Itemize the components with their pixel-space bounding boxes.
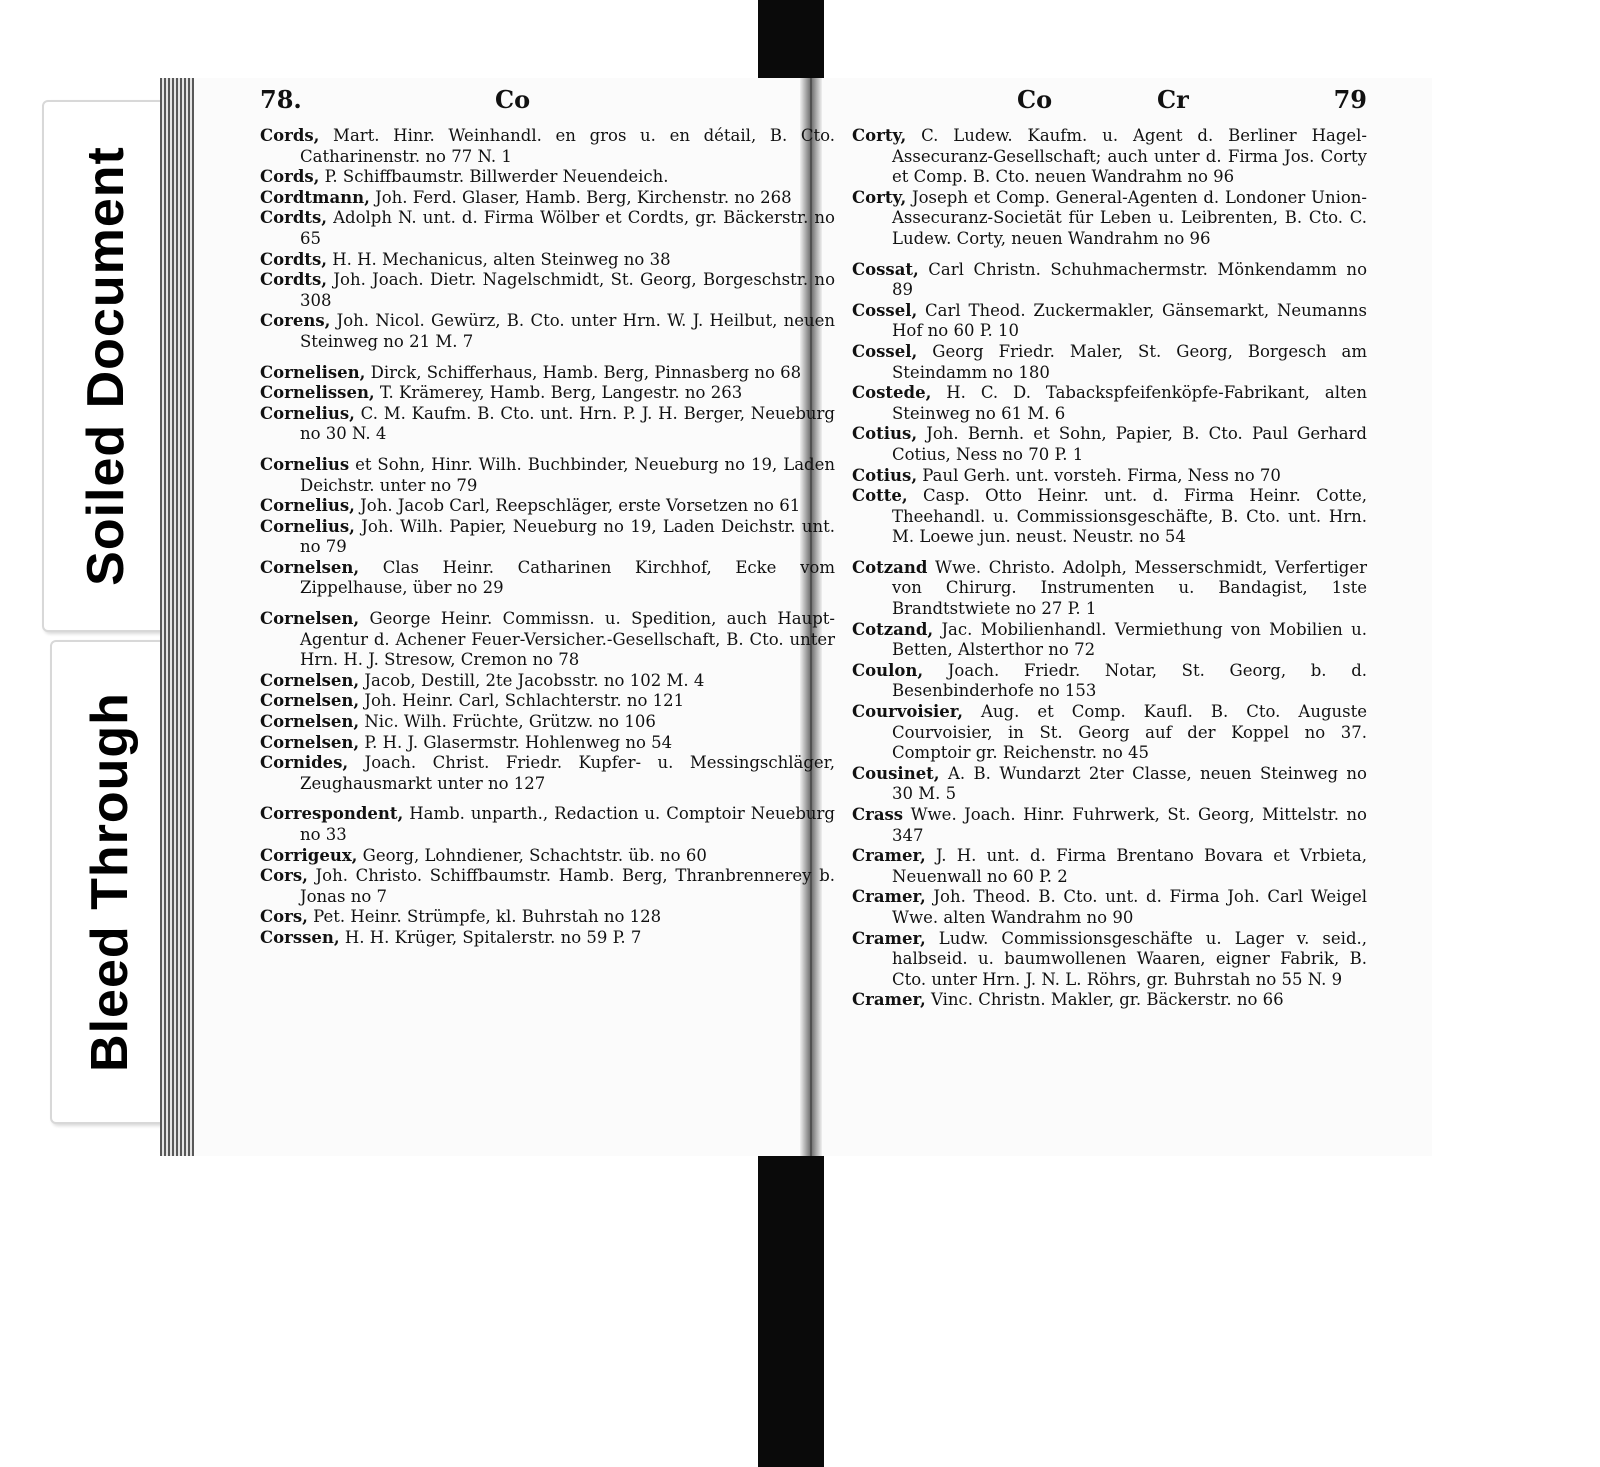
directory-entry [852,558,1367,620]
entry-details: Casp. Otto Heinr. unt. d. Firma Heinr. Cotte, Theehandl. u. Commissionsgeschäfte, B. Cto. unt. Hrn. M. Loewe jun. neust. Neustr. no 54 [892,486,1367,547]
directory-entry [260,804,835,845]
entry-details: Joh. Theod. B. Cto. unt. d. Firma Joh. Carl Weigel Wwe. alten Wandrahm no 90 [892,887,1367,927]
entry-details: Joh. Joach. Dietr. Nagelschmidt, St. Georg, Borgeschstr. no 308 [300,270,835,310]
directory-entry [852,188,1367,250]
entry-details: Aug. et Comp. Kaufl. B. Cto. Auguste Courvoisier, in St. Georg auf der Koppel no 37. Comptoir gr. Reichenstr. no 45 [892,702,1367,763]
entry-details: Georg, Lohndiener, Schachtstr. üb. no 60 [357,845,707,865]
directory-entry [260,455,835,496]
entry-name: Corssen, [260,927,340,947]
entry-name: Cousinet, [852,763,940,783]
entry-name: Cotte, [852,486,908,506]
left-page-section: Co [495,85,531,114]
entry-details: Jacob, Destill, 2te Jacobsstr. no 102 M. 4 [359,670,705,690]
entry-details: H. C. D. Tabackspfeifenköpfe-Fabrikant, alten Steinweg no 61 M. 6 [892,383,1367,423]
entry-name: Corrigeux, [260,845,358,865]
directory-entry [260,866,835,907]
directory-entry [852,764,1367,805]
entry-details: P. Schiffbaumstr. Billwerder Neuendeich. [319,167,669,187]
entry-details: H. H. Mechanicus, alten Steinweg no 38 [327,249,671,269]
entry-details: Joh. Ferd. Glaser, Hamb. Berg, Kirchenstr. no 268 [369,187,792,207]
directory-entry [852,929,1367,991]
directory-entry [260,691,835,712]
entry-name: Cornelsen, [260,732,360,752]
directory-entry [852,424,1367,465]
entry-name: Cornelsen, [260,557,360,577]
open-book [160,78,1432,1156]
entry-details: George Heinr. Commissn. u. Spedition, auch Haupt-Agentur d. Achener Feuer-Versicher.-Gesellschaft, B. Cto. unter Hrn. H. J. Stresow, Cremon no 78 [300,609,835,670]
entry-name: Cors, [260,907,308,927]
entry-name: Cords, [260,167,320,187]
directory-entry [260,404,835,445]
entry-name: Cornelsen, [260,670,360,690]
entry-details: Nic. Wilh. Früchte, Grützw. no 106 [359,712,656,732]
entry-details: Joach. Christ. Friedr. Kupfer- u. Messingschläger, Zeughausmarkt unter no 127 [300,753,835,793]
entry-name: Cornelissen, [260,383,375,403]
entry-name: Cornides, [260,753,349,773]
directory-entry [260,167,835,188]
entry-name: Cramer, [852,846,926,866]
directory-entry [260,846,835,867]
right-entry-list [852,126,1367,1011]
directory-entry [260,208,835,249]
directory-entry [260,753,835,794]
entry-name: Cornelius, [260,403,355,423]
entry-details: Paul Gerh. unt. vorsteh. Firma, Ness no 70 [917,465,1281,485]
entry-name: Cors, [260,866,308,886]
entry-name: Cotius, [852,424,918,444]
binding-strip-bottom [758,1150,824,1467]
entry-name: Cornelsen, [260,609,360,629]
directory-entry [852,620,1367,661]
right-page-header [852,78,1367,122]
directory-entry [260,311,835,352]
entry-name: Cossel, [852,300,918,320]
entry-name: Cordts, [260,249,328,269]
entry-details: P. H. J. Glasermstr. Hohlenweg no 54 [359,732,673,752]
entry-details: Wwe. Joach. Hinr. Fuhrwerk, St. Georg, Mittelstr. no 347 [892,805,1367,845]
directory-entry [260,496,835,517]
directory-entry [852,260,1367,301]
entry-details: C. M. Kaufm. B. Cto. unt. Hrn. P. J. H. Berger, Neueburg no 30 N. 4 [300,403,835,444]
entry-details: Dirck, Schifferhaus, Hamb. Berg, Pinnasberg no 68 [365,362,802,382]
entry-name: Correspondent, [260,804,404,824]
entry-details: Joseph et Comp. General-Agenten d. Londoner Union-Assecuranz-Societät für Leben u. Leibrenten, B. Cto. C. Ludew. Corty, neuen Wandrahm no 96 [892,187,1367,248]
directory-entry [852,846,1367,887]
directory-entry [260,270,835,311]
entry-details: Joh. Bernh. et Sohn, Papier, B. Cto. Paul Gerhard Cotius, Ness no 70 P. 1 [892,424,1367,464]
entry-name: Cornelisen, [260,362,366,382]
entry-name: Coulon, [852,660,924,680]
directory-entry [852,126,1367,188]
directory-entry [260,188,835,209]
page-edges [160,78,194,1156]
directory-entry [260,712,835,733]
directory-entry [852,805,1367,846]
directory-entry [852,466,1367,487]
entry-name: Cornelsen, [260,712,360,732]
entry-name: Cossat, [852,259,919,279]
soiled-document-text: Soiled Document [77,146,135,586]
entry-name: Cornelius, [260,516,355,536]
entry-name: Costede, [852,383,932,403]
entry-name: Cordtmann, [260,187,370,207]
entry-name: Courvoisier, [852,702,963,722]
entry-name: Cornelius [260,454,350,474]
entry-details: Carl Christn. Schuhmachermstr. Mönkendamm no 89 [892,259,1367,300]
entry-name: Cords, [260,126,320,145]
entry-details: Wwe. Christo. Adolph, Messerschmidt, Verfertiger von Chirurg. Instrumenten u. Bandagist, 1ste Brandtstwiete no 27 P. 1 [892,557,1367,619]
directory-entry [260,609,835,671]
soiled-document-label [42,100,170,632]
entry-name: Cotzand [852,557,928,577]
directory-entry [260,928,835,949]
entry-details: J. H. unt. d. Firma Brentano Bovara et Vrbieta, Neuenwall no 60 P. 2 [892,846,1367,886]
directory-entry [852,342,1367,383]
entry-name: Crass [852,805,904,824]
entry-details: Jac. Mobilienhandl. Vermiethung von Mobilien u. Betten, Alsterthor no 72 [892,619,1367,660]
directory-entry [260,907,835,928]
directory-entry [852,887,1367,928]
bleed-through-text: Bleed Through [81,692,139,1072]
directory-entry [260,558,835,599]
directory-entry [852,301,1367,342]
entry-details: Adolph N. unt. d. Firma Wölber et Cordts, gr. Bäckerstr. no 65 [300,208,835,248]
entry-details: Vinc. Christn. Makler, gr. Bäckerstr. no 66 [925,990,1284,1010]
entry-details: T. Krämerey, Hamb. Berg, Langestr. no 263 [374,383,743,403]
entry-name: Corty, [852,187,907,207]
right-page [852,78,1367,1156]
entry-details: Clas Heinr. Catharinen Kirchhof, Ecke vom Zippelhause, über no 29 [300,557,835,598]
binding-strip-top [758,0,824,78]
entry-details: Hamb. unparth., Redaction u. Comptoir Neueburg no 33 [300,804,835,844]
entry-details: et Sohn, Hinr. Wilh. Buchbinder, Neueburg no 19, Laden Deichstr. unter no 79 [300,454,835,495]
entry-name: Corty, [852,126,907,145]
directory-entry [852,661,1367,702]
entry-name: Cossel, [852,341,918,361]
left-entry-list [260,126,835,949]
entry-name: Cramer, [852,928,926,948]
entry-details: Carl Theod. Zuckermakler, Gänsemarkt, Neumanns Hof no 60 P. 10 [892,300,1367,341]
directory-entry [260,126,835,167]
entry-details: A. B. Wundarzt 2ter Classe, neuen Steinweg no 30 M. 5 [892,763,1367,804]
left-page [260,78,835,1156]
directory-entry [260,383,835,404]
entry-name: Cornelsen, [260,691,360,711]
entry-details: Joh. Christo. Schiffbaumstr. Hamb. Berg, Thranbrennerey b. Jonas no 7 [300,866,835,906]
entry-details: Joh. Jacob Carl, Reepschläger, erste Vorsetzen no 61 [354,496,801,516]
right-page-section-end: Cr [1157,85,1189,114]
directory-entry [260,733,835,754]
directory-entry [260,517,835,558]
entry-details: C. Ludew. Kaufm. u. Agent d. Berliner Hagel-Assecuranz-Gesellschaft; auch unter d. Firma Jos. Corty et Comp. B. Cto. neuen Wandrahm no 96 [892,126,1367,187]
entry-name: Cotzand, [852,619,934,639]
entry-name: Cordts, [260,208,328,228]
directory-entry [852,486,1367,548]
entry-name: Cramer, [852,887,926,907]
directory-entry [260,671,835,692]
directory-entry [852,990,1367,1011]
entry-details: Joh. Nicol. Gewürz, B. Cto. unter Hrn. W. J. Heilbut, neuen Steinweg no 21 M. 7 [300,311,835,351]
entry-details: Georg Friedr. Maler, St. Georg, Borgesch am Steindamm no 180 [892,341,1367,382]
entry-details: Ludw. Commissionsgeschäfte u. Lager v. seid., halbseid. u. baumwollenen Waaren, eigner Fabrik, B. Cto. unter Hrn. J. N. L. Röhrs, gr. Buhrstah no 55 N. 9 [892,928,1367,989]
entry-details: Pet. Heinr. Strümpfe, kl. Buhrstah no 128 [307,907,662,927]
entry-name: Cramer, [852,990,926,1010]
right-page-section-start: Co [1017,85,1053,114]
directory-entry [260,363,835,384]
left-page-header [260,78,835,122]
right-page-number: 79 [1333,85,1367,114]
entry-details: Joh. Wilh. Papier, Neueburg no 19, Laden Deichstr. unt. no 79 [300,516,835,557]
entry-details: H. H. Krüger, Spitalerstr. no 59 P. 7 [339,927,642,947]
entry-name: Cornelius, [260,496,355,516]
directory-entry [852,702,1367,764]
directory-entry [852,383,1367,424]
entry-details: Joh. Heinr. Carl, Schlachterstr. no 121 [359,691,685,711]
entry-name: Corens, [260,311,331,331]
entry-name: Cotius, [852,465,918,485]
entry-details: Joach. Friedr. Notar, St. Georg, b. d. Besenbinderhofe no 153 [892,660,1367,701]
entry-name: Cordts, [260,270,328,290]
entry-details: Mart. Hinr. Weinhandl. en gros u. en détail, B. Cto. Catharinenstr. no 77 N. 1 [300,126,835,166]
directory-entry [260,250,835,271]
left-page-number: 78. [260,85,302,114]
bleed-through-label [50,640,170,1124]
